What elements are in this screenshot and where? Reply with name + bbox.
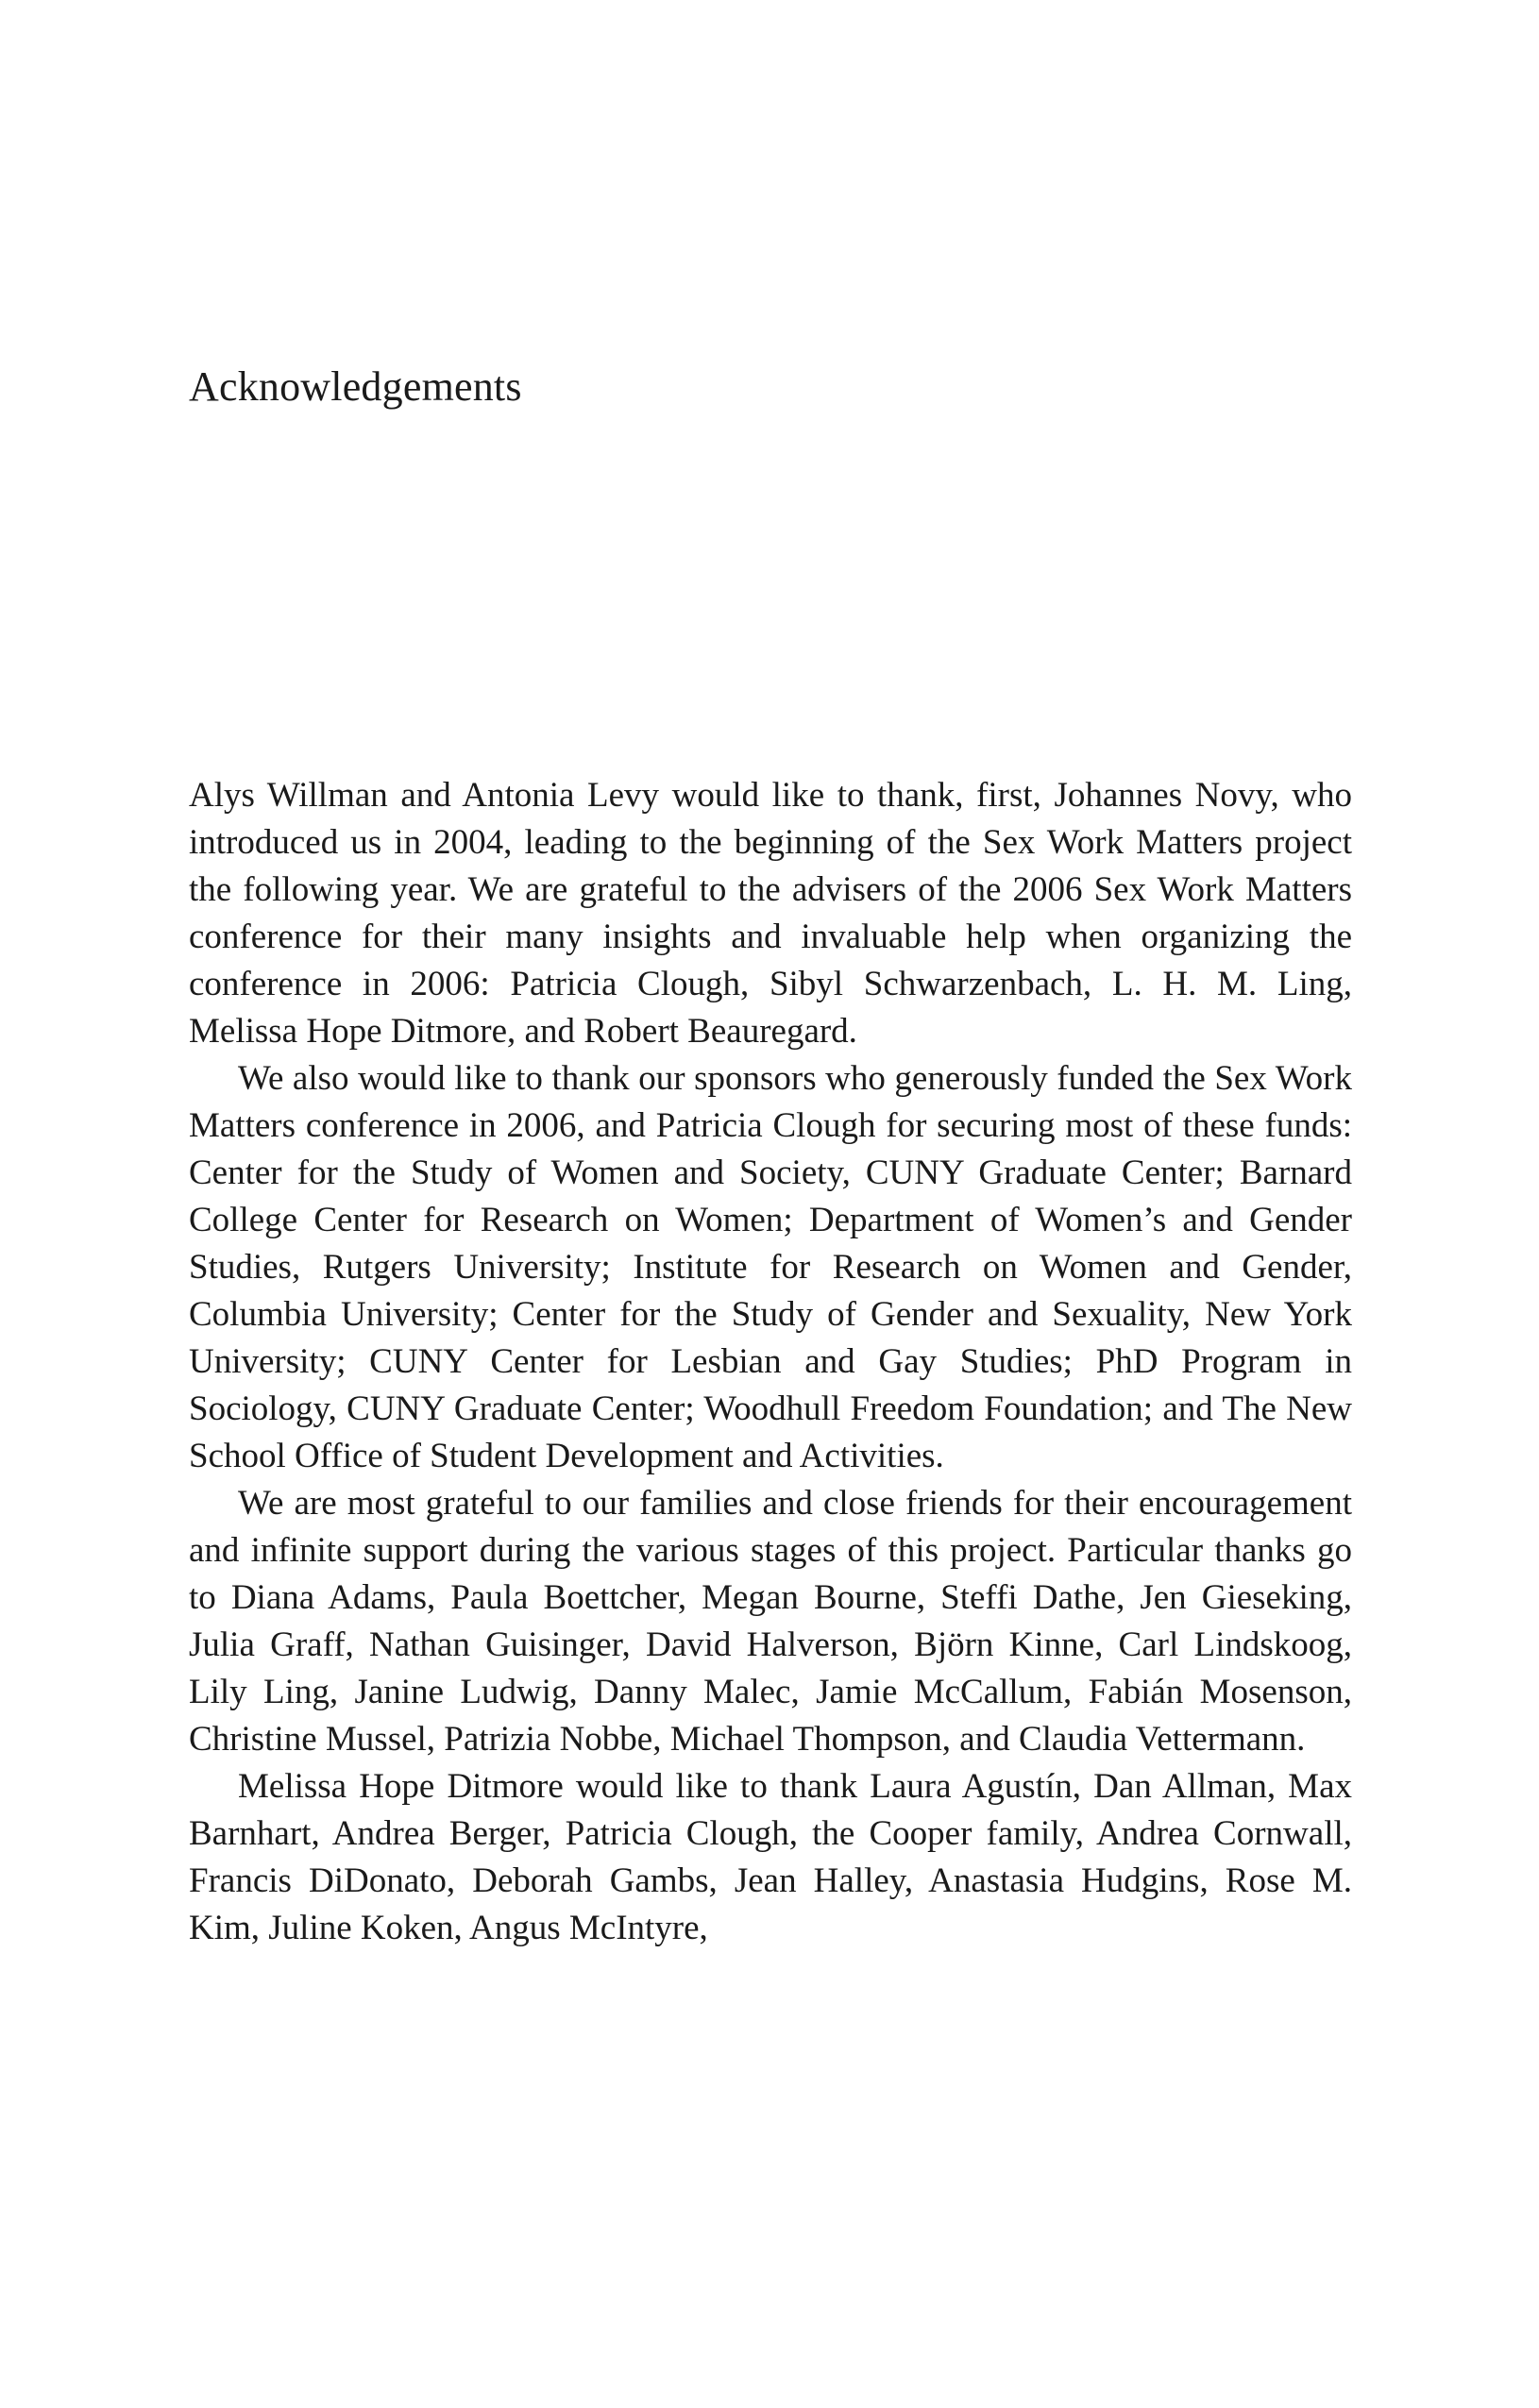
paragraph: Melissa Hope Ditmore would like to thank Laura Agustín, Dan Allman, Max Barnhart, Andrea Berger, Patricia Clough, the Cooper family, Andrea Cornwall, Francis DiDonato, Deborah Gambs, Jean Halley, Anastasia Hudgins, Rose M. Kim, Juline Koken, Angus McIntyre, — [189, 1767, 1352, 1947]
acknowledgements-body — [189, 772, 1352, 1952]
paragraph: Alys Willman and Antonia Levy would like to thank, first, Johannes Novy, who introduced us in 2004, leading to the beginning of the Sex Work Matters project the following year. We are grateful to the advisers of the 2006 Sex Work Matters conference for their many insights and invaluable help when organizing the conference in 2006: Patricia Clough, Sibyl Schwarzenbach, L. H. M. Ling, Melissa Hope Ditmore, and Robert Beauregard. — [189, 776, 1352, 1051]
paragraph: We also would like to thank our sponsors who generously funded the Sex Work Matters conference in 2006, and Patricia Clough for securing most of these funds: Center for the Study of Women and Society, CUNY Graduate Center; Barnard College Center for Research on Women; Department of Women’s and Gender Studies, Rutgers University; Institute for Research on Women and Gender, Columbia University; Center for the Study of Gender and Sexuality, New York University; CUNY Center for Lesbian and Gay Studies; PhD Program in Sociology, CUNY Graduate Center; Woodhull Freedom Foundation; and The New School Office of Student Development and Activities. — [189, 1059, 1352, 1475]
page-title: Acknowledgements — [189, 363, 522, 410]
paragraph: We are most grateful to our families and close friends for their encouragement and infinite support during the various stages of this project. Particular thanks go to Diana Adams, Paula Boettcher, Megan Bourne, Steffi Dathe, Jen Gieseking, Julia Graff, Nathan Guisinger, David Halverson, Björn Kinne, Carl Lindskoog, Lily Ling, Janine Ludwig, Danny Malec, Jamie McCallum, Fabián Mosenson, Christine Mussel, Patrizia Nobbe, Michael Thompson, and Claudia Vettermann. — [189, 1484, 1352, 1759]
